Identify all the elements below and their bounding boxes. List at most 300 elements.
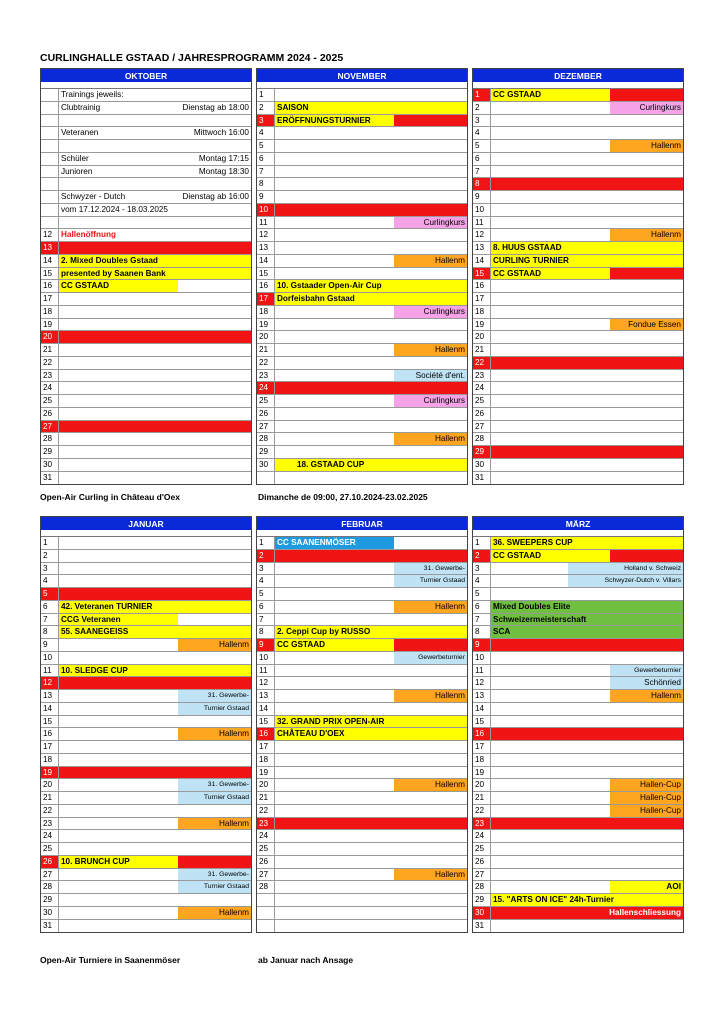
day-row xyxy=(473,830,683,843)
day-row xyxy=(41,217,251,230)
day-number: 24 xyxy=(41,382,59,394)
day-row xyxy=(41,382,251,395)
header-spacer xyxy=(473,530,683,537)
day-row xyxy=(41,331,251,344)
event-fill xyxy=(59,639,178,651)
day-row xyxy=(41,652,251,665)
day-events xyxy=(491,920,683,933)
event-label: Hallenm xyxy=(394,869,467,881)
day-number: 2 xyxy=(473,102,491,114)
day-row xyxy=(41,894,251,907)
day-number: 30 xyxy=(41,907,59,919)
day-number: 31 xyxy=(473,472,491,485)
day-events xyxy=(491,242,683,254)
day-number: 3 xyxy=(41,563,59,575)
event-fill xyxy=(59,792,178,804)
day-events xyxy=(491,382,683,394)
day-number: 13 xyxy=(473,690,491,702)
note-ab-januar: ab Januar nach Ansage xyxy=(258,955,354,965)
day-row xyxy=(41,370,251,383)
day-number xyxy=(257,894,275,906)
day-number: 28 xyxy=(473,433,491,445)
day-events xyxy=(491,601,683,613)
event-label: Hallenöffnung xyxy=(61,230,117,240)
day-number: 26 xyxy=(473,408,491,420)
day-events xyxy=(275,472,467,485)
day-events xyxy=(59,830,251,842)
day-events xyxy=(59,690,251,702)
day-row xyxy=(257,741,467,754)
day-events xyxy=(59,754,251,766)
event-label: AOI xyxy=(610,881,683,893)
day-number: 10 xyxy=(473,204,491,216)
day-events xyxy=(491,433,683,445)
day-row xyxy=(257,716,467,729)
month-januar xyxy=(40,516,252,933)
day-row xyxy=(257,792,467,805)
day-row xyxy=(257,229,467,242)
day-number: 4 xyxy=(473,575,491,587)
day-events xyxy=(491,805,683,817)
day-events xyxy=(275,280,467,292)
day-row xyxy=(257,217,467,230)
day-number: 2 xyxy=(473,550,491,562)
day-events xyxy=(59,306,251,318)
day-events xyxy=(59,626,251,638)
day-number xyxy=(41,217,59,229)
event-fill xyxy=(491,319,610,331)
day-row xyxy=(473,127,683,140)
day-number xyxy=(41,204,59,216)
month-oktober xyxy=(40,68,252,485)
day-number: 15 xyxy=(473,268,491,280)
header-spacer xyxy=(257,82,467,89)
day-number: 19 xyxy=(473,319,491,331)
event-label: vom 17.12.2024 - 18.03.2025 xyxy=(61,204,168,214)
day-row xyxy=(257,537,467,550)
day-number: 3 xyxy=(257,563,275,575)
day-row xyxy=(257,382,467,395)
day-events xyxy=(275,357,467,369)
day-events xyxy=(491,894,683,906)
day-row xyxy=(257,767,467,780)
day-number: 29 xyxy=(41,894,59,906)
day-events xyxy=(59,907,251,919)
event-label: Montag 18:30 xyxy=(198,166,249,176)
month-november xyxy=(256,68,468,485)
day-row xyxy=(257,652,467,665)
day-row xyxy=(473,217,683,230)
day-number: 8 xyxy=(41,626,59,638)
day-row xyxy=(473,344,683,357)
day-events xyxy=(59,881,251,893)
day-events xyxy=(491,344,683,356)
event-fill xyxy=(610,550,683,562)
day-events xyxy=(491,293,683,305)
day-number: 23 xyxy=(257,370,275,382)
day-events xyxy=(59,153,251,165)
day-row xyxy=(41,754,251,767)
day-events xyxy=(275,754,467,766)
event-fill xyxy=(491,881,610,893)
day-number: 5 xyxy=(41,588,59,600)
day-events xyxy=(275,818,467,830)
event-fill xyxy=(275,575,394,587)
day-number: 29 xyxy=(257,446,275,458)
day-events xyxy=(275,626,467,638)
day-number: 12 xyxy=(257,677,275,689)
event-fill xyxy=(275,217,394,229)
event-label: Hallenm xyxy=(394,255,467,267)
day-row xyxy=(473,779,683,792)
event-label: Curlingkurs xyxy=(394,395,467,407)
day-row xyxy=(257,779,467,792)
event-fill xyxy=(178,280,251,292)
day-row xyxy=(257,677,467,690)
day-number xyxy=(257,472,275,485)
day-events xyxy=(275,881,467,893)
day-events xyxy=(59,102,251,114)
day-row xyxy=(473,370,683,383)
day-events xyxy=(491,421,683,433)
day-number: 3 xyxy=(473,563,491,575)
day-number xyxy=(41,127,59,139)
day-row xyxy=(41,639,251,652)
day-number: 21 xyxy=(257,792,275,804)
event-label: Mittwoch 16:00 xyxy=(193,128,249,138)
day-events xyxy=(59,537,251,549)
day-number: 9 xyxy=(41,639,59,651)
day-row xyxy=(473,703,683,716)
day-number: 25 xyxy=(41,843,59,855)
day-row xyxy=(41,472,251,485)
day-events xyxy=(59,677,251,689)
day-number: 8 xyxy=(473,178,491,190)
day-number: 15 xyxy=(41,716,59,728)
day-events xyxy=(491,127,683,139)
event-fill xyxy=(275,690,394,702)
day-row xyxy=(257,268,467,281)
event-label: 55. SAANEGEISS xyxy=(59,626,251,638)
day-events xyxy=(491,677,683,689)
day-row xyxy=(473,153,683,166)
day-events xyxy=(59,563,251,575)
event-fill xyxy=(59,588,251,600)
day-number: 14 xyxy=(41,255,59,267)
day-row xyxy=(473,639,683,652)
day-row xyxy=(473,575,683,588)
day-number: 5 xyxy=(257,140,275,152)
day-number: 15 xyxy=(473,716,491,728)
day-number xyxy=(41,178,59,190)
day-number: 11 xyxy=(473,217,491,229)
day-row xyxy=(257,818,467,831)
day-number: 23 xyxy=(257,818,275,830)
event-label: Dienstag ab 16:00 xyxy=(182,192,249,201)
day-events xyxy=(59,894,251,906)
day-events xyxy=(59,843,251,855)
day-row xyxy=(473,242,683,255)
day-number: 26 xyxy=(41,408,59,420)
day-events xyxy=(275,588,467,600)
note-open-air-chateau: Open-Air Curling in Château d'Oex xyxy=(40,492,180,502)
event-fill xyxy=(491,178,683,190)
day-row xyxy=(41,229,251,242)
event-label: 36. SWEEPERS CUP xyxy=(491,537,683,549)
day-events xyxy=(275,575,467,587)
day-row xyxy=(473,588,683,601)
day-events xyxy=(59,588,251,600)
day-number: 14 xyxy=(257,255,275,267)
day-number: 30 xyxy=(473,459,491,471)
day-row xyxy=(41,102,251,115)
event-label: Montag 17:15 xyxy=(198,153,249,163)
day-row xyxy=(41,856,251,869)
day-events xyxy=(275,779,467,791)
day-row xyxy=(41,204,251,217)
day-events xyxy=(275,319,467,331)
day-row xyxy=(473,395,683,408)
day-row xyxy=(257,421,467,434)
month-header: JANUAR xyxy=(41,516,251,530)
event-fill xyxy=(491,229,610,241)
day-row xyxy=(257,408,467,421)
event-label: Curlingkurs xyxy=(394,306,467,318)
event-label: 31. Gewerbe- xyxy=(178,690,251,702)
day-number: 24 xyxy=(41,830,59,842)
day-row xyxy=(257,319,467,332)
month-header: OKTOBER xyxy=(41,68,251,82)
day-number: 4 xyxy=(257,127,275,139)
event-label: Hallenm xyxy=(610,229,683,241)
day-row xyxy=(257,357,467,370)
day-number: 10 xyxy=(473,652,491,664)
day-events xyxy=(491,830,683,842)
day-row xyxy=(41,920,251,933)
day-events xyxy=(275,856,467,868)
day-events xyxy=(275,153,467,165)
day-number: 21 xyxy=(41,344,59,356)
day-row xyxy=(41,563,251,576)
day-events xyxy=(491,690,683,702)
day-events xyxy=(59,575,251,587)
day-events xyxy=(491,395,683,407)
day-number: 14 xyxy=(41,703,59,715)
day-number: 7 xyxy=(257,166,275,178)
day-events xyxy=(59,178,251,190)
day-number: 14 xyxy=(257,703,275,715)
event-fill xyxy=(275,382,467,394)
event-fill xyxy=(275,204,467,216)
day-row xyxy=(473,408,683,421)
day-number: 30 xyxy=(41,459,59,471)
day-events xyxy=(275,217,467,229)
day-number: 2 xyxy=(257,550,275,562)
day-events xyxy=(275,792,467,804)
day-number: 7 xyxy=(257,614,275,626)
day-row xyxy=(41,115,251,128)
day-row xyxy=(257,614,467,627)
day-events xyxy=(491,869,683,881)
day-events xyxy=(491,204,683,216)
day-number: 12 xyxy=(473,677,491,689)
event-label: 15. "ARTS ON ICE" 24h-Turnier xyxy=(491,894,683,906)
event-label: Hallen-Cup xyxy=(610,779,683,791)
day-number: 7 xyxy=(473,614,491,626)
month-header: FEBRUAR xyxy=(257,516,467,530)
day-number: 12 xyxy=(473,229,491,241)
day-row xyxy=(257,703,467,716)
day-events xyxy=(275,869,467,881)
event-fill xyxy=(275,563,394,575)
event-label: Gewerbeturnier xyxy=(610,665,683,677)
day-events xyxy=(275,894,467,906)
day-number: 22 xyxy=(473,357,491,369)
event-fill xyxy=(59,869,178,881)
day-number: 7 xyxy=(41,614,59,626)
day-events xyxy=(275,741,467,753)
event-label: CC GSTAAD xyxy=(491,89,610,101)
day-events xyxy=(491,115,683,127)
day-events xyxy=(275,843,467,855)
event-label: Turnier Gstaad xyxy=(394,575,467,587)
day-row xyxy=(473,818,683,831)
day-events xyxy=(491,446,683,458)
day-events xyxy=(491,575,683,587)
day-number: 17 xyxy=(257,741,275,753)
day-events xyxy=(275,728,467,740)
event-fill xyxy=(491,792,610,804)
day-row xyxy=(41,550,251,563)
day-number: 24 xyxy=(257,382,275,394)
day-events xyxy=(275,907,467,919)
day-number: 26 xyxy=(41,856,59,868)
day-row xyxy=(473,229,683,242)
day-events xyxy=(275,127,467,139)
day-events xyxy=(491,907,683,919)
page-title: CURLINGHALLE GSTAAD / JAHRESPROGRAMM 2024 - 2025 xyxy=(40,52,344,64)
day-number: 23 xyxy=(473,818,491,830)
day-row xyxy=(41,805,251,818)
event-fill xyxy=(59,728,178,740)
day-events xyxy=(491,665,683,677)
note-dimanche-times: Dimanche de 09:00, 27.10.2024-23.02.2025 xyxy=(258,492,428,502)
event-label: ERÖFFNUNGSTURNIER xyxy=(275,115,394,127)
day-number: 6 xyxy=(41,601,59,613)
day-number: 20 xyxy=(473,779,491,791)
event-label: Hallen-Cup xyxy=(610,792,683,804)
day-events xyxy=(275,652,467,664)
day-events xyxy=(491,716,683,728)
day-events xyxy=(275,331,467,343)
day-row xyxy=(257,395,467,408)
event-label: CC SAANENMÖSER xyxy=(275,537,394,549)
day-events xyxy=(59,127,251,139)
day-events xyxy=(59,869,251,881)
day-number: 2 xyxy=(41,550,59,562)
day-row xyxy=(41,89,251,102)
event-label: CC GSTAAD xyxy=(59,280,178,292)
day-events xyxy=(59,665,251,677)
day-row xyxy=(473,907,683,920)
day-events xyxy=(275,140,467,152)
month-maerz xyxy=(472,516,684,933)
day-events xyxy=(275,767,467,779)
day-number: 30 xyxy=(257,459,275,471)
day-row xyxy=(473,614,683,627)
day-row xyxy=(473,856,683,869)
day-row xyxy=(473,869,683,882)
day-row xyxy=(41,614,251,627)
day-row xyxy=(41,830,251,843)
day-number: 28 xyxy=(41,433,59,445)
day-row xyxy=(41,395,251,408)
day-row xyxy=(473,754,683,767)
day-events xyxy=(491,856,683,868)
day-number: 11 xyxy=(473,665,491,677)
day-row xyxy=(257,805,467,818)
day-number: 27 xyxy=(257,421,275,433)
day-number: 16 xyxy=(257,728,275,740)
day-row xyxy=(41,127,251,140)
day-number: 10 xyxy=(41,652,59,664)
event-label: Hallenm xyxy=(178,728,251,740)
day-events xyxy=(275,830,467,842)
day-events xyxy=(275,716,467,728)
day-row xyxy=(473,382,683,395)
day-row xyxy=(473,446,683,459)
day-number: 26 xyxy=(257,856,275,868)
day-number: 1 xyxy=(473,89,491,101)
day-row xyxy=(41,421,251,434)
event-fill xyxy=(275,869,394,881)
event-label: Schweizermeisterschaft xyxy=(491,614,683,626)
day-row xyxy=(257,588,467,601)
event-label: 10. Gstaader Open-Air Cup xyxy=(275,280,467,292)
day-row xyxy=(473,843,683,856)
event-fill xyxy=(275,818,467,830)
event-fill xyxy=(275,306,394,318)
event-fill xyxy=(59,690,178,702)
day-events xyxy=(491,191,683,203)
day-events xyxy=(59,204,251,216)
day-row xyxy=(473,433,683,446)
day-row xyxy=(41,792,251,805)
day-number: 20 xyxy=(41,779,59,791)
day-number: 1 xyxy=(41,537,59,549)
day-row xyxy=(41,588,251,601)
day-events xyxy=(491,652,683,664)
day-events xyxy=(491,166,683,178)
event-fill xyxy=(59,779,178,791)
day-events xyxy=(275,614,467,626)
day-number: 14 xyxy=(473,703,491,715)
day-number: 18 xyxy=(473,306,491,318)
day-events xyxy=(491,550,683,562)
event-fill xyxy=(491,140,610,152)
event-label: Hallenm xyxy=(394,433,467,445)
day-events xyxy=(491,626,683,638)
day-number: 28 xyxy=(473,881,491,893)
event-label: Hallenm xyxy=(178,639,251,651)
day-number: 3 xyxy=(257,115,275,127)
day-number: 18 xyxy=(473,754,491,766)
day-row xyxy=(41,690,251,703)
day-row xyxy=(473,191,683,204)
event-fill xyxy=(610,89,683,101)
day-number: 25 xyxy=(473,843,491,855)
day-row xyxy=(473,537,683,550)
